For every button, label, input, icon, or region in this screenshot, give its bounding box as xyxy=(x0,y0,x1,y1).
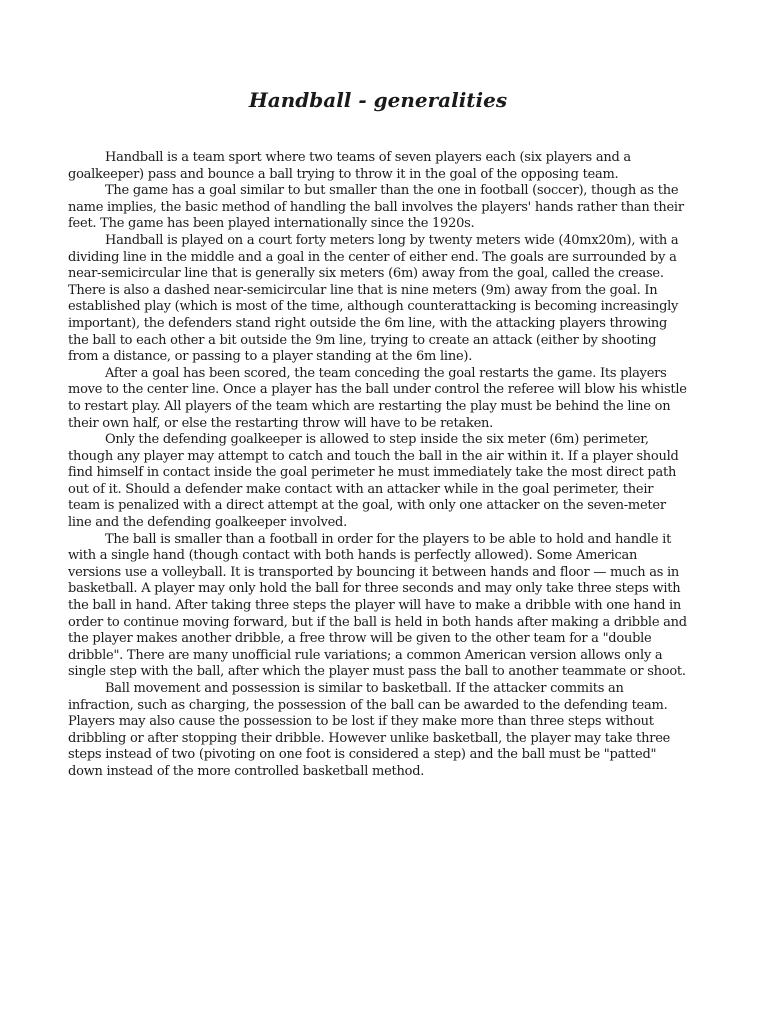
paragraph: The ball is smaller than a football in order for the players to be able to hold and handle it with a single hand (though contact with both hands is perfectly allowed). Some American versions use a volleyball. It is transported by bouncing it between hands and floor — much as in basketball. A player may only hold the ball for three seconds and may only take three steps with the ball in hand. After taking three steps the player will have to make a dribble with one hand in order to continue moving forward, but if the ball is held in both hands after making a dribble and the player makes another dribble, a free throw will be given to the other team for a "double dribble". There are many unofficial rule variations; a common American version allows only a single step with the ball, after which the player must pass the ball to another teammate or shoot. xyxy=(68,531,687,680)
paragraph: The game has a goal similar to but smaller than the one in football (soccer), though as the name implies, the basic method of handling the ball involves the players' hands rather than their feet. The game has been played internationally since the 1920s. xyxy=(68,183,684,232)
document-title: Handball - generalities xyxy=(248,88,508,112)
document-page xyxy=(68,86,688,781)
paragraph: Handball is played on a court forty meters long by twenty meters wide (40mx20m), with a dividing line in the middle and a goal in the center of either end. The goals are surrounded by a near-semicircular line that is generally six meters (6m) away from the goal, called the crease. There is also a dashed near-semicircular line that is nine meters (9m) away from the goal. In established play (which is most of the time, although counterattacking is becoming increasingly important), the defenders stand right outside the 6m line, with the attacking players throwing the ball to each other a bit outside the 9m line, trying to create an attack (either by shooting from a distance, or passing to a player standing at the 6m line). xyxy=(68,232,679,365)
paragraph: Ball movement and possession is similar to basketball. If the attacker commits an infraction, such as charging, the possession of the ball can be awarded to the defending team. Players may also cause the possession to be lost if they make more than three steps without dribbling or after stopping their dribble. However unlike basketball, the player may take three steps instead of two (pivoting on one foot is considered a step) and the ball must be "patted" down instead of the more controlled basketball method. xyxy=(68,681,671,779)
paragraph: Only the defending goalkeeper is allowed to step inside the six meter (6m) perimeter, though any player may attempt to catch and touch the ball in the air within it. If a player should find himself in contact inside the goal perimeter he must immediately take the most direct path out of it. Should a defender make contact with an attacker while in the goal perimeter, their team is penalized with a direct attempt at the goal, with only one attacker on the seven-meter line and the defending goalkeeper involved. xyxy=(68,432,679,531)
paragraph: After a goal has been scored, the team conceding the goal restarts the game. Its players move to the center line. Once a player has the ball under control the referee will blow his whistle to restart play. All players of the team which are restarting the play must be behind the line on their own half, or else the restarting throw will have to be retaken. xyxy=(68,365,687,431)
document-body xyxy=(68,150,688,781)
paragraph: Handball is a team sport where two teams of seven players each (six players and a goalkeeper) pass and bounce a ball trying to throw it in the goal of the opposing team. xyxy=(68,150,631,182)
